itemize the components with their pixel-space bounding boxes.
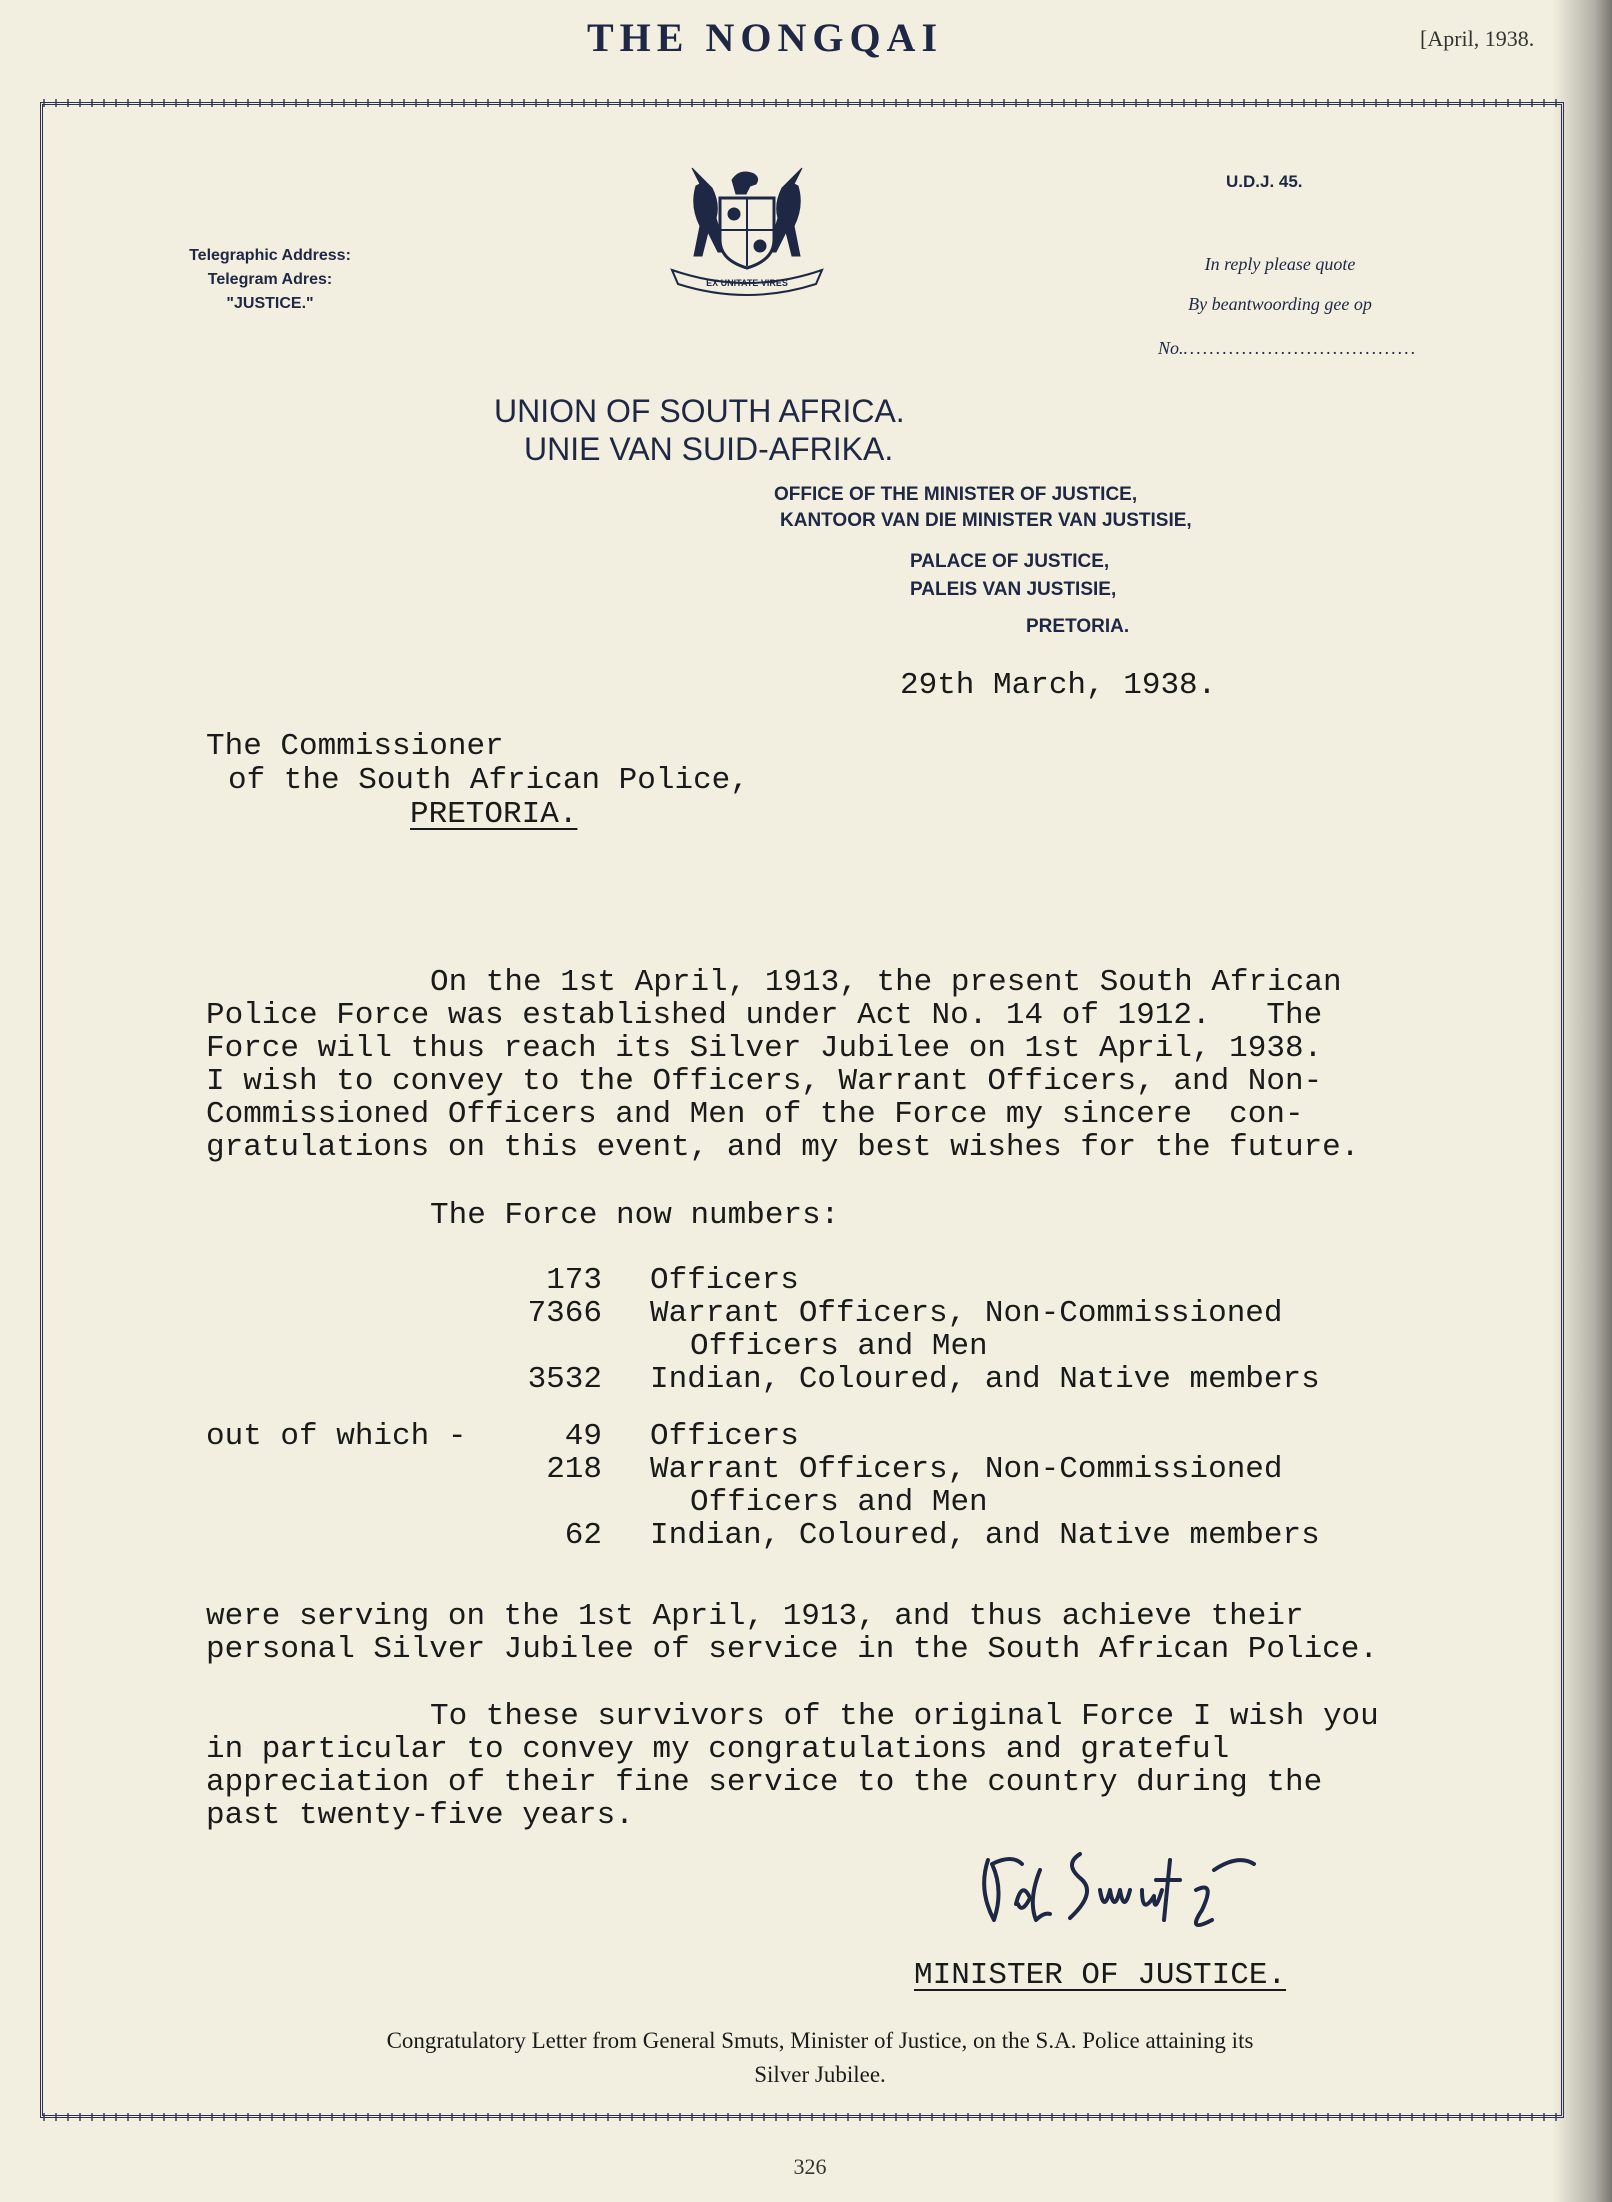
row-description-cont: Officers and Men [690,1485,988,1520]
reply-number-dots: .................................... [1183,338,1418,358]
paragraph-line: past twenty-five years. [206,1798,634,1833]
paragraph-2 [206,1600,1506,1666]
office-heading [774,482,1192,534]
city-heading: PRETORIA. [1026,616,1130,637]
reference-code: U.D.J. 45. [1226,172,1303,191]
paragraph-line: To these survivors of the original Force I wish you [430,1699,1379,1734]
telegraphic-line: "JUSTICE." [226,295,314,312]
addressee-city: PRETORIA. [410,797,578,832]
table-row [206,1363,1506,1396]
palace-heading [910,548,1116,604]
row-lead [206,1297,496,1363]
row-number: 7366 [527,1296,602,1331]
page-number: 326 [793,2154,827,2179]
row-lead: out of which - [206,1419,467,1454]
row-description-text: Indian, Coloured, and Native members [650,1518,1320,1553]
telegraphic-address [140,244,400,316]
letter-date: 29th March, 1938. [900,668,1217,703]
union-heading-line: UNIE VAN SUID-AFRIKA. [524,431,894,467]
union-heading [494,392,905,468]
reply-number-field [1158,338,1418,359]
paragraph-line: Commissioned Officers and Men of the Force my sincere con- [206,1097,1304,1132]
force-intro: The Force now numbers: [430,1198,840,1233]
signatory-title: MINISTER OF JUSTICE. [914,1958,1287,1993]
palace-heading-line: PALEIS VAN JUSTISIE, [910,579,1117,600]
table-row [206,1420,1506,1453]
paragraph-line: I wish to convey to the Officers, Warrant Officers, and Non- [206,1064,1323,1099]
coat-of-arms-icon [652,158,842,308]
row-description [602,1420,799,1453]
paragraph-line: Force will thus reach its Silver Jubilee on 1st April, 1938. [206,1031,1323,1066]
caption-line: Congratulatory Letter from General Smuts, Minister of Justice, on the S.A. Police attaining its [386,2028,1254,2053]
caption-line: Silver Jubilee. [754,2062,886,2087]
paragraph-3 [206,1700,1506,1832]
row-lead [206,1264,496,1297]
addressee-line: of the South African Police, [228,763,749,798]
row-number: 62 [564,1518,602,1553]
office-heading-line: KANTOOR VAN DIE MINISTER VAN JUSTISIE, [780,510,1192,531]
addressee-block [206,730,749,832]
paragraph-line: gratulations on this event, and my best wishes for the future. [206,1130,1360,1165]
table-gap [206,1396,1506,1420]
row-description [602,1363,1320,1396]
reply-number-label: No. [1158,338,1184,358]
row-number: 218 [546,1452,602,1487]
row-description [602,1264,799,1297]
row-description-text: Officers [650,1263,799,1298]
office-heading-line: OFFICE OF THE MINISTER OF JUSTICE, [774,484,1138,505]
palace-heading-line: PALACE OF JUSTICE, [910,551,1110,572]
signature [970,1830,1290,1950]
paragraph-line: in particular to convey my congratulations and grateful [206,1732,1230,1767]
row-description-text: Officers [650,1419,799,1454]
addressee-line: The Commissioner [206,729,504,764]
paragraph-line: On the 1st April, 1913, the present South African [430,965,1342,1000]
table-row [206,1453,1506,1519]
masthead-title: THE NONGQAI [586,15,944,60]
force-numbers-table [206,1264,1506,1552]
crest-motto: EX UNITATE VIRES [706,278,788,288]
issue-date: [April, 1938. [1420,26,1535,51]
row-description [602,1453,1283,1519]
paragraph-line: Police Force was established under Act No. 14 of 1912. The [206,998,1323,1033]
table-row [206,1264,1506,1297]
union-heading-line: UNION OF SOUTH AFRICA. [494,393,905,429]
row-lead [206,1453,496,1519]
row-description [602,1297,1283,1363]
paragraph-line: were serving on the 1st April, 1913, and thus achieve their [206,1599,1304,1634]
row-number: 3532 [527,1362,602,1397]
telegraphic-line: Telegraphic Address: [189,247,351,264]
table-row [206,1519,1506,1552]
row-description-text: Warrant Officers, Non-Commissioned [650,1452,1283,1487]
row-lead [206,1519,496,1552]
row-description-cont: Officers and Men [690,1329,988,1364]
paragraph-line: personal Silver Jubilee of service in the South African Police. [206,1632,1378,1667]
reply-quote [1160,244,1400,324]
row-lead [206,1363,496,1396]
paragraph-line: appreciation of their fine service to the country during the [206,1765,1323,1800]
row-number: 49 [564,1419,602,1454]
table-row [206,1297,1506,1363]
row-number: 173 [546,1263,602,1298]
telegraphic-line: Telegram Adres: [207,271,333,288]
paragraph-1 [206,966,1506,1164]
row-description [602,1519,1320,1552]
row-description-text: Warrant Officers, Non-Commissioned [650,1296,1283,1331]
reply-quote-line: In reply please quote [1204,254,1356,274]
figure-caption [150,2024,1490,2092]
row-description-text: Indian, Coloured, and Native members [650,1362,1320,1397]
reply-quote-line: By beantwoording gee op [1188,294,1372,314]
